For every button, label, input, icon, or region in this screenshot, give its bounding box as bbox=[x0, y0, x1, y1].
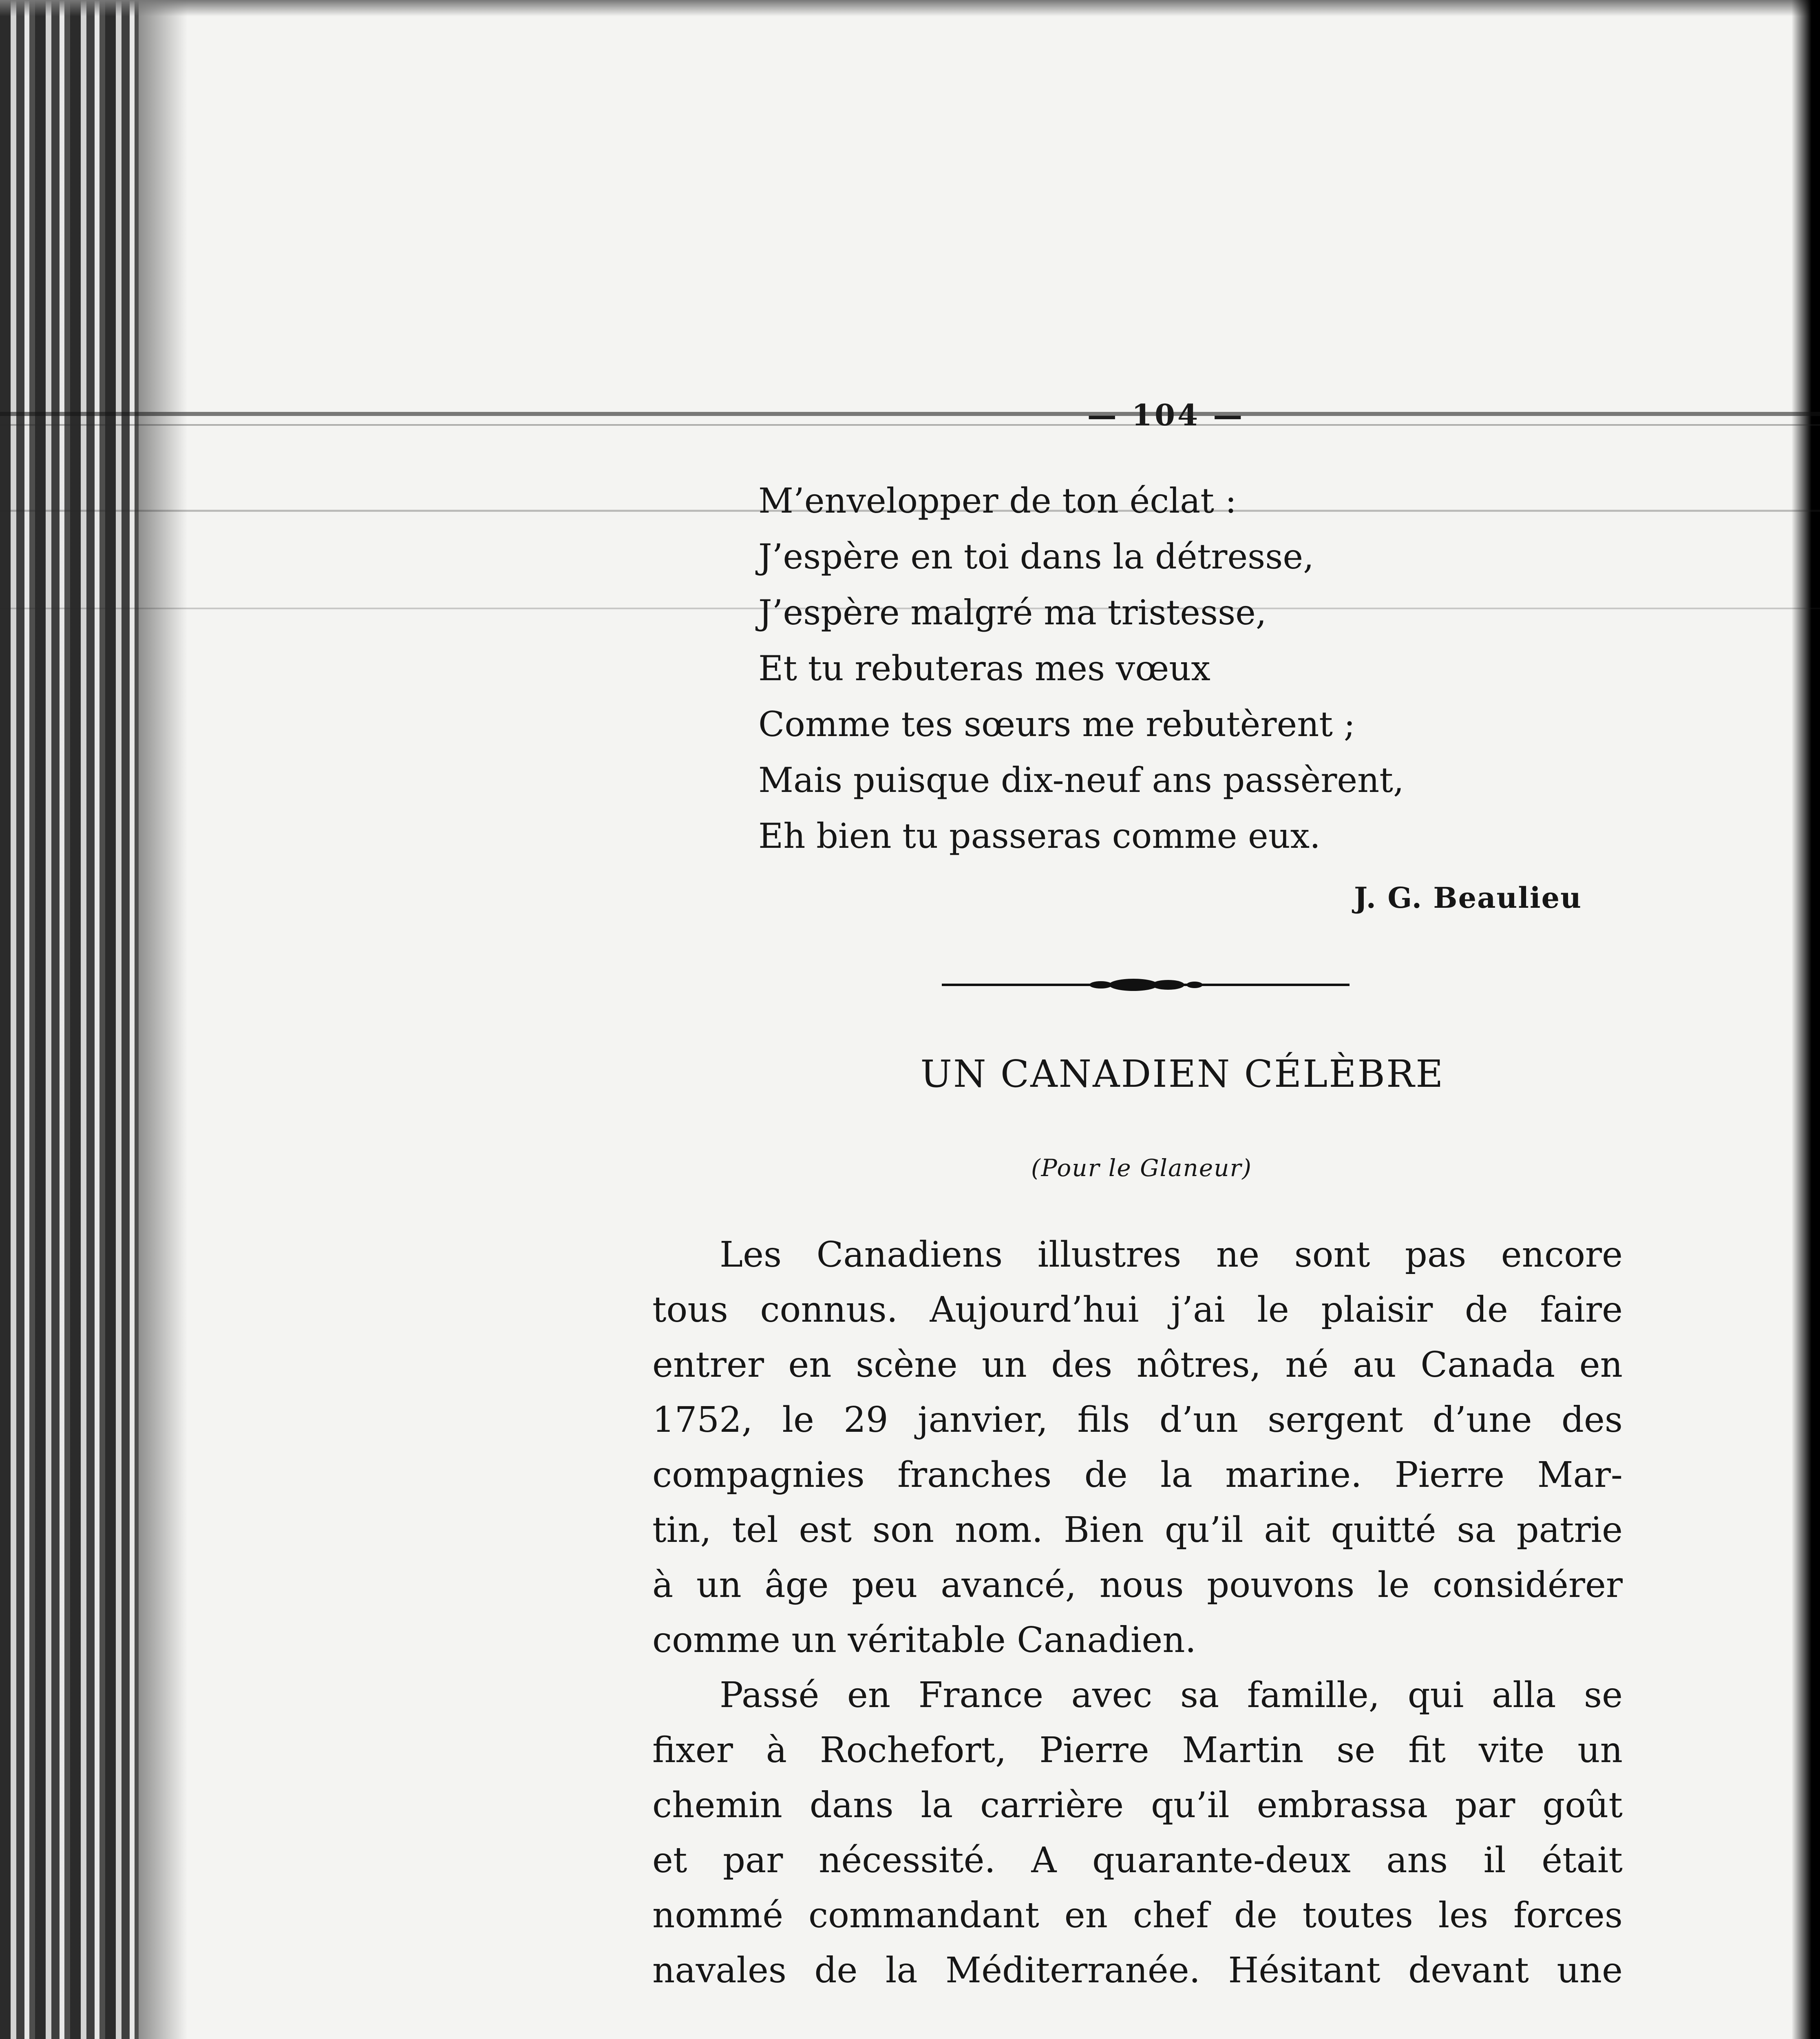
poem-line: Eh bien tu passeras comme eux. bbox=[758, 816, 1321, 856]
poem-line: J’espère en toi dans la détresse, bbox=[758, 537, 1314, 577]
text-line: tin, tel est son nom. Bien qu’il ait quitté sa patrie bbox=[652, 1510, 1623, 1550]
poem-stanza bbox=[758, 473, 1533, 864]
right-edge-shadow bbox=[1791, 0, 1820, 2039]
text-line: navales de la Méditerranée. Hésitant devant une bbox=[652, 1950, 1623, 1991]
poem-line: Comme tes sœurs me rebutèrent ; bbox=[758, 704, 1356, 744]
top-edge-shadow bbox=[0, 0, 1820, 16]
poem-line: Mais puisque dix-neuf ans passèrent, bbox=[758, 760, 1404, 800]
binding-shadow bbox=[139, 0, 188, 2039]
text-line: chemin dans la carrière qu’il embrassa par goût bbox=[652, 1785, 1623, 1826]
text-line: Les Canadiens illustres ne sont pas encore bbox=[720, 1234, 1623, 1275]
article-title: UN CANADIEN CÉLÈBRE bbox=[920, 1052, 1445, 1096]
text-line: 1752, le 29 janvier, fils d’un sergent d’une des bbox=[652, 1400, 1623, 1440]
text-line: entrer en scène un des nôtres, né au Canada en bbox=[652, 1345, 1623, 1385]
text-line: tous connus. Aujourd’hui j’ai le plaisir de faire bbox=[652, 1289, 1623, 1330]
article-body bbox=[652, 1227, 1623, 1998]
section-divider-ornament bbox=[942, 977, 1350, 993]
text-line: Passé en France avec sa famille, qui alla se bbox=[720, 1675, 1623, 1716]
poem-line: J’espère malgré ma tristesse, bbox=[758, 593, 1267, 632]
page-number: — 104 — bbox=[1087, 398, 1245, 432]
text-line: compagnies franches de la marine. Pierre Mar- bbox=[652, 1455, 1623, 1495]
text-line: comme un véritable Canadien. bbox=[652, 1620, 1197, 1661]
text-line: et par nécessité. A quarante-deux ans il était bbox=[652, 1840, 1623, 1881]
text-line: à un âge peu avancé, nous pouvons le considérer bbox=[652, 1565, 1623, 1606]
text-line: nommé commandant en chef de toutes les forces bbox=[652, 1895, 1623, 1936]
article-byline: (Pour le Glaneur) bbox=[1031, 1154, 1252, 1182]
scan-streak bbox=[0, 424, 1820, 426]
poem-signature: J. G. Beaulieu bbox=[1354, 881, 1582, 915]
poem-line: M’envelopper de ton éclat : bbox=[758, 481, 1237, 521]
text-line: fixer à Rochefort, Pierre Martin se fit vite un bbox=[652, 1730, 1623, 1771]
scan-streak bbox=[0, 412, 1820, 416]
book-binding bbox=[0, 0, 139, 2039]
poem-line: Et tu rebuteras mes vœux bbox=[758, 648, 1210, 688]
